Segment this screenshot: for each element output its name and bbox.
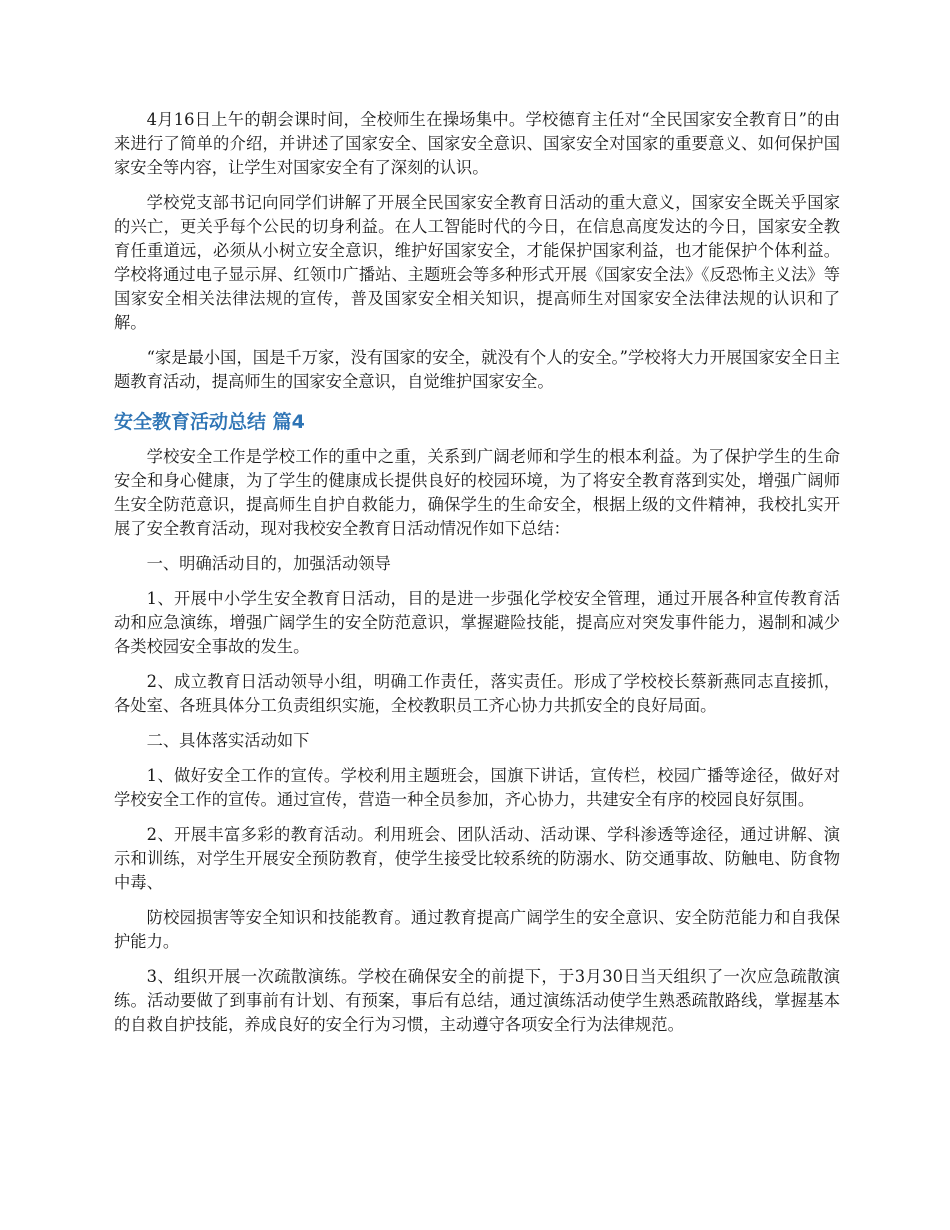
paragraph: 3、组织开展一次疏散演练。学校在确保安全的前提下，于3月30日当天组织了一次应急疏散演练。活动要做了到事前有计划、有预案，事后有总结，通过演练活动使学生熟悉疏散路线，掌握基本的自救自护技能，养成良好的安全行为习惯，主动遵守各项安全行为法律规范。: [114, 967, 840, 1034]
subheading-paragraph: 一、明确活动目的，加强活动领导: [146, 554, 391, 573]
paragraph: “家是最小国，国是千万家，没有国家的安全，就没有个人的安全。”学校将大力开展国家安全日主题教育活动，提高师生的国家安全意识，自觉维护国家安全。: [114, 348, 840, 391]
paragraph: 学校安全工作是学校工作的重中之重，关系到广阔老师和学生的根本利益。为了保护学生的生命安全和身心健康，为了学生的健康成长提供良好的校园环境，为了将安全教育落到实处，增强广阔师生安全防范意识，提高师生自护自救能力，确保学生的生命安全，根据上级的文件精神，我校扎实开展了安全教育活动，现对我校安全教育日活动情况作如下总结：: [114, 447, 840, 538]
paragraph: 1、开展中小学生安全教育日活动，目的是进一步强化学校安全管理，通过开展各种宣传教育活动和应急演练，增强广阔学生的安全防范意识，掌握避险技能，提高应对突发事件能力，遏制和减少各类校园安全事故的发生。: [114, 589, 840, 656]
paragraph: 4月16日上午的朝会课时间，全校师生在操场集中。学校德育主任对“全民国家安全教育日”的由来进行了简单的介绍，并讲述了国家安全、国家安全意识、国家安全对国家的重要意义、如何保护国家安全等内容，让学生对国家安全有了深刻的认识。: [114, 110, 840, 177]
subheading-paragraph: 二、具体落实活动如下: [146, 731, 310, 750]
paragraph: 2、开展丰富多彩的教育活动。利用班会、团队活动、活动课、学科渗透等途径，通过讲解、演示和训练，对学生开展安全预防教育，使学生接受比较系统的防溺水、防交通事故、防触电、防食物中毒、: [114, 825, 840, 892]
paragraph: 2、成立教育日活动领导小组，明确工作责任，落实责任。形成了学校校长蔡新燕同志直接抓，各处室、各班具体分工负责组织实施，全校教职员工齐心协力共抓安全的良好局面。: [114, 672, 840, 715]
paragraph: 防校园损害等安全知识和技能教育。通过教育提高广阔学生的安全意识、安全防范能力和自我保护能力。: [114, 908, 840, 951]
paragraph: 1、做好安全工作的宣传。学校利用主题班会，国旗下讲话，宣传栏，校园广播等途径，做好对学校安全工作的宣传。通过宣传，营造一种全员参加，齐心协力，共建安全有序的校园良好氛围。: [114, 766, 840, 809]
section-heading: 安全教育活动总结 篇4: [114, 411, 305, 433]
paragraph: 学校党支部书记向同学们讲解了开展全民国家安全教育日活动的重大意义，国家安全既关乎国家的兴亡，更关乎每个公民的切身利益。在人工智能时代的今日，在信息高度发达的今日，国家安全教育任重道远，必须从小树立安全意识，维护好国家安全，才能保护国家利益，也才能保护个体利益。学校将通过电子显示屏、红领巾广播站、主题班会等多种形式开展《国家安全法》《反恐怖主义法》等国家安全相关法律法规的宣传，普及国家安全相关知识，提高师生对国家安全法律法规的认识和了解。: [114, 193, 840, 332]
document-page: [114, 108, 840, 1048]
